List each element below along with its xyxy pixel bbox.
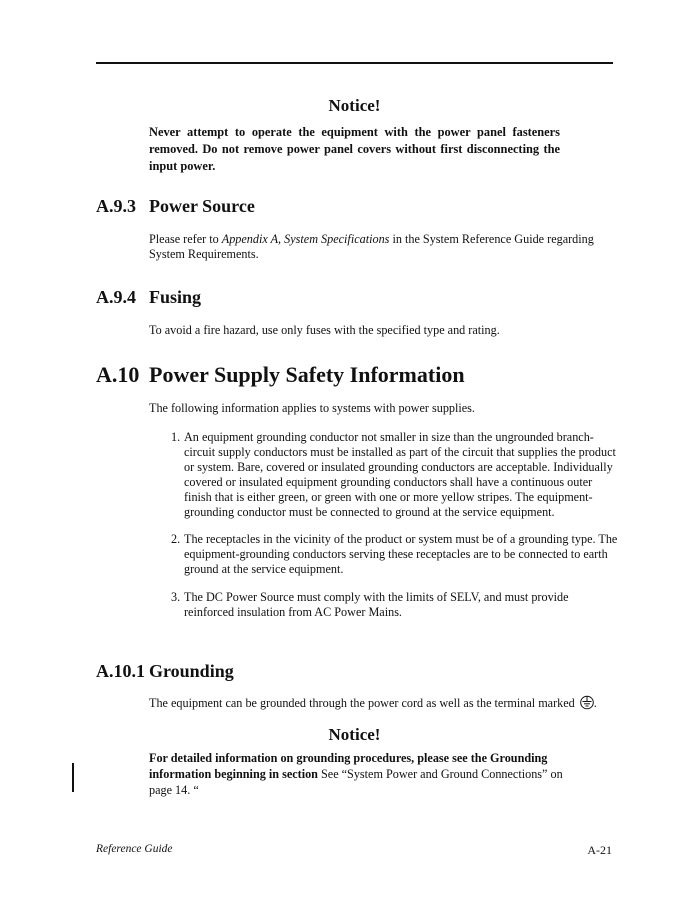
grounding-notice-body — [149, 750, 569, 798]
list-item — [149, 590, 619, 620]
header-rule — [96, 62, 613, 64]
section-heading-a94 — [96, 287, 201, 308]
fusing-paragraph: To avoid a fire hazard, use only fuses with the specified type and rating. — [149, 323, 500, 337]
text-run: Please refer to — [149, 232, 222, 246]
section-title: Power Source — [149, 196, 255, 216]
grounding-text: The equipment can be grounded through the power cord as well as the terminal marked — [149, 696, 575, 710]
cross-reference-link[interactable]: See “System Power and Ground Connections” on page 14. “ — [149, 767, 563, 797]
grounding-period: . — [593, 696, 597, 710]
section-heading-a10 — [96, 362, 465, 388]
section-title: Fusing — [149, 287, 202, 307]
section-title: Power Supply Safety Information — [149, 362, 465, 387]
notice-body: Never attempt to operate the equipment with the power panel fasteners removed. Do not remove power panel covers without first disconnecting the input power. — [149, 125, 560, 173]
section-heading-a93 — [96, 196, 255, 217]
intro-paragraph: The following information applies to systems with power supplies. — [149, 401, 475, 415]
list-number: 3. — [171, 590, 181, 605]
section-number: A.10 — [96, 362, 140, 387]
page-number: A-21 — [587, 843, 612, 857]
notice-bold-text: For detailed information on grounding procedures, please see the Grounding information beginning in section — [149, 751, 548, 781]
section-number: A.9.3 — [96, 196, 136, 216]
ground-terminal-icon — [580, 695, 594, 714]
section-number: A.10.1 — [96, 661, 145, 681]
list-item — [149, 430, 619, 519]
section-heading-a101 — [96, 661, 234, 682]
power-source-paragraph — [149, 232, 614, 262]
notice-title: Notice! — [328, 725, 381, 744]
list-text: The DC Power Source must comply with the limits of SELV, and must provide reinforced insulation from AC Power Mains. — [184, 590, 569, 620]
safety-list — [149, 430, 619, 633]
list-item — [149, 532, 619, 577]
list-text: An equipment grounding conductor not smaller in size than the ungrounded branch-circuit supply conductors must be installed as part of the circuit that supplies the product or system. Bare, covered or insulated grounding conductors are acceptable. Individually covered or insulated equipment grounding conductors shall have a continuous outer finish that is either green, or green with one or more yellow stripes. The equipment-grounding conductor must be connected to ground at the service equipment. — [184, 430, 616, 519]
change-bar — [72, 763, 74, 792]
grounding-paragraph — [149, 695, 619, 714]
text-run: in the System Reference Guide regarding System Requirements. — [149, 232, 594, 261]
list-text: The receptacles in the vicinity of the product or system must be of a grounding type. The equipment-grounding conductors serving these receptacles are to be connected to earth ground at the service equipment. — [184, 532, 618, 577]
footer-title: Reference Guide — [96, 843, 173, 855]
appendix-reference: Appendix A, System Specifications — [221, 232, 390, 246]
list-number: 2. — [171, 532, 181, 547]
list-number: 1. — [171, 430, 181, 444]
notice-title: Notice! — [328, 96, 381, 115]
section-number: A.9.4 — [96, 287, 136, 307]
section-title: Grounding — [149, 661, 234, 681]
